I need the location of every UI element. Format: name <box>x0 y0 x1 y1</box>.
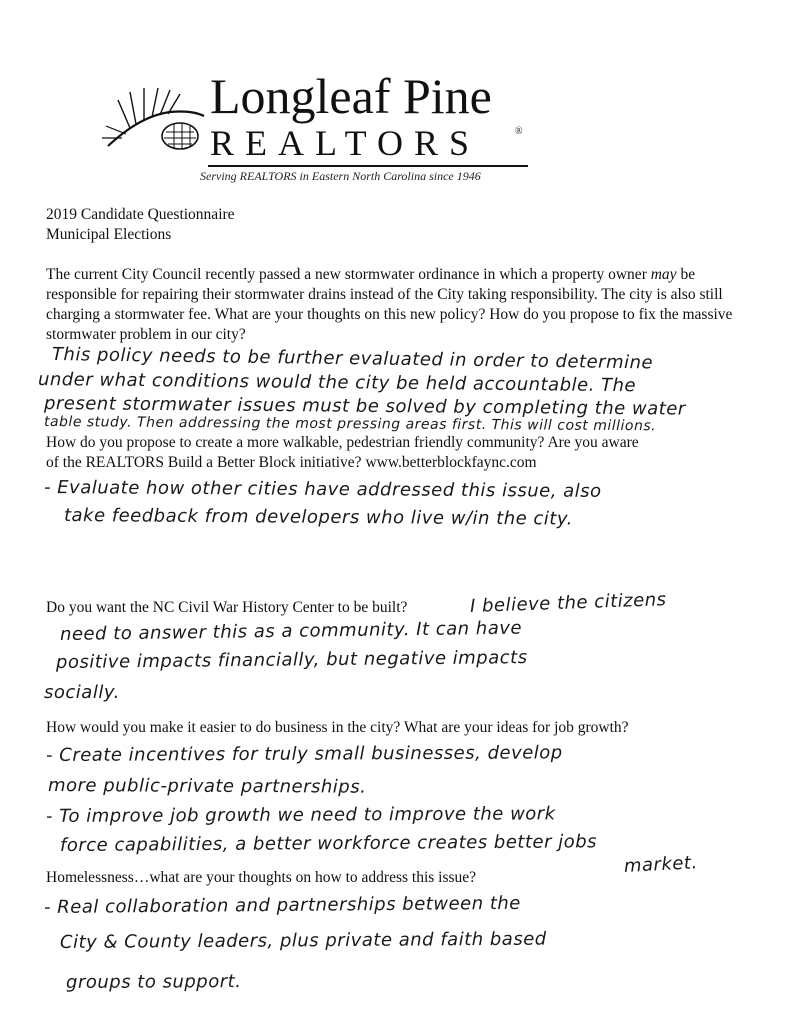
questionnaire-subtitle: Municipal Elections <box>46 226 172 243</box>
answer-stormwater-line: under what conditions would the city be held accountable. The <box>37 369 637 397</box>
logo-name: Longleaf Pine <box>210 68 492 124</box>
longleaf-pine-realtors-logo <box>100 68 530 188</box>
answer-walkable-line: - Evaluate how other cities have addressed this issue, also <box>43 477 602 502</box>
answer-business-line: market. <box>623 852 699 877</box>
answer-homelessness-line: - Real collaboration and partnerships between the <box>43 892 521 918</box>
question-stormwater <box>46 265 746 345</box>
answer-stormwater-line: present stormwater issues must be solved by completing the water <box>43 393 686 420</box>
answer-homelessness-line: City & County leaders, plus private and faith based <box>59 928 547 953</box>
registered-mark: ® <box>515 126 523 137</box>
pine-branch-icon <box>100 76 210 166</box>
question-stormwater-part1: The current City Council recently passed a new stormwater ordinance in which a property owner <box>46 266 651 283</box>
answer-homelessness-line: groups to support. <box>65 971 242 993</box>
question-stormwater-emphasis: may <box>650 266 677 283</box>
logo-divider <box>208 165 528 167</box>
answer-civil-war-line: socially. <box>44 682 120 703</box>
answer-business-line: - To improve job growth we need to improve the work <box>45 803 556 827</box>
answer-walkable-line: take feedback from developers who live w/in the city. <box>63 505 573 530</box>
logo-tagline: Serving REALTORS in Eastern North Carolina since 1946 <box>200 169 481 183</box>
question-homelessness: Homelessness…what are your thoughts on how to address this issue? <box>46 869 477 886</box>
question-walkable: How do you propose to create a more walkable, pedestrian friendly community? Are you aware <box>46 434 639 451</box>
question-stormwater-part2: be responsible for repairing their stormwater drains instead of the City taking responsibility. The city is also still charging a stormwater fee. What are your thoughts on this new policy? How do you propose to fix the massive stormwater problem in our city? <box>46 266 733 343</box>
questionnaire-title: 2019 Candidate Questionnaire <box>46 206 235 223</box>
question-business-jobs: How would you make it easier to do business in the city? What are your ideas for job growth? <box>46 719 629 736</box>
answer-stormwater-line: table study. Then addressing the most pressing areas first. This will cost millions. <box>43 414 657 435</box>
answer-civil-war-line: I believe the citizens <box>469 589 667 617</box>
question-civil-war-center: Do you want the NC Civil War History Center to be built? <box>46 599 408 616</box>
answer-stormwater-line: This policy needs to be further evaluated in order to determine <box>51 344 654 374</box>
answer-business-line: more public-private partnerships. <box>47 775 367 798</box>
answer-business-line: force capabilities, a better workforce creates better jobs <box>59 831 598 856</box>
logo-realtors: REALTORS <box>210 123 481 163</box>
question-walkable-link: of the REALTORS Build a Better Block initiative? www.betterblockfaync.com <box>46 454 537 471</box>
answer-civil-war-line: positive impacts financially, but negative impacts <box>55 647 528 673</box>
answer-business-line: - Create incentives for truly small businesses, develop <box>45 742 563 766</box>
answer-civil-war-line: need to answer this as a community. It can have <box>59 617 523 645</box>
